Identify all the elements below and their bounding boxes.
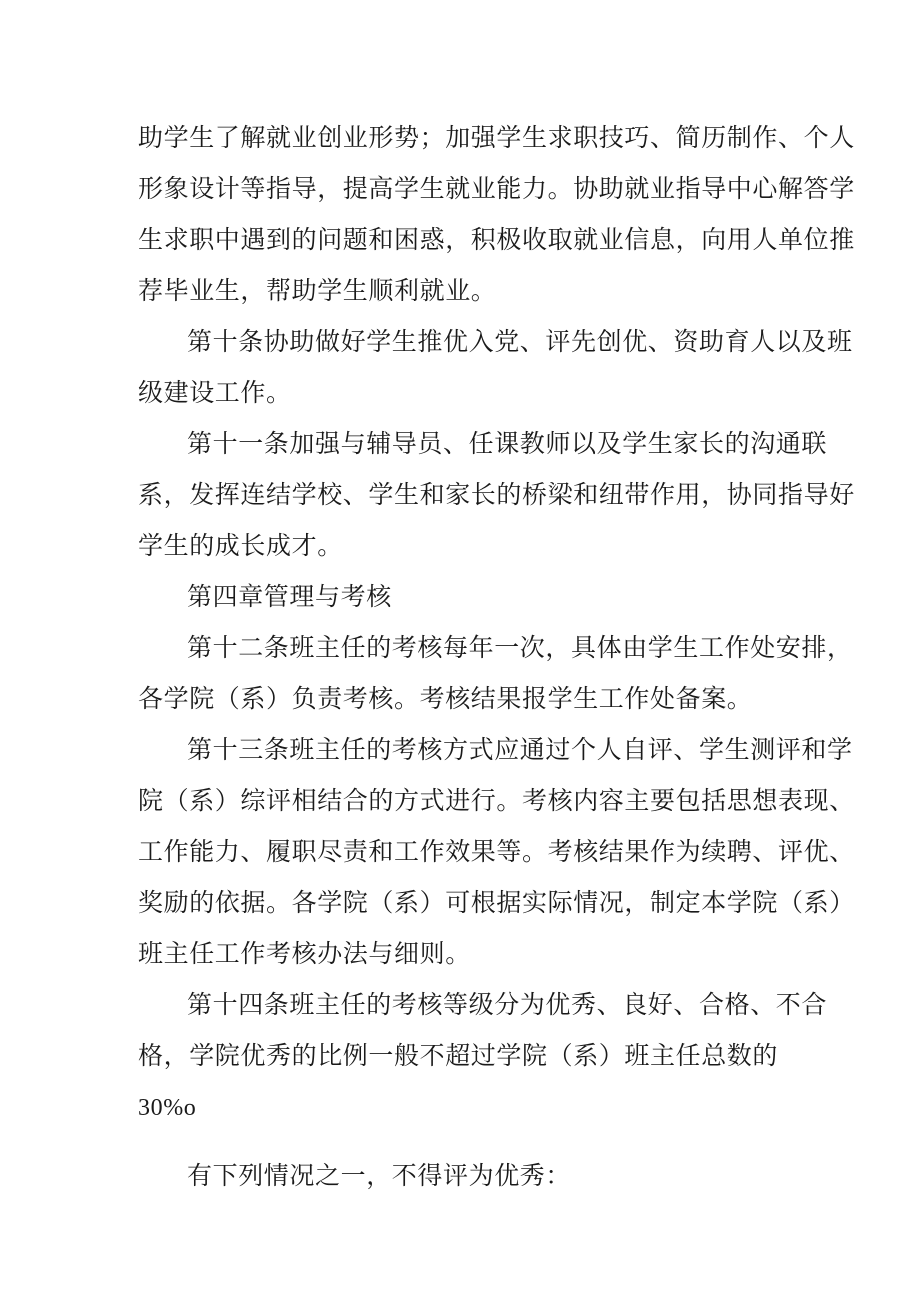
article-12-start: 第十二条班主任的考核每年一次，具体由学生工作处安排， <box>187 633 853 662</box>
text-line: 助学生了解就业创业形势；加强学生求职技巧、简历制作、个人 <box>138 123 855 152</box>
text-line: 班主任工作考核办法与细则。 <box>138 939 471 968</box>
text-line: 荐毕业生，帮助学生顺利就业。 <box>138 276 497 305</box>
text-line: 各学院（系）负责考核。考核结果报学生工作处备案。 <box>138 684 753 713</box>
text-line: 格，学院优秀的比例一般不超过学院（系）班主任总数的 <box>138 1041 779 1070</box>
text-line: 院（系）综评相结合的方式进行。考核内容主要包括思想表现、 <box>138 786 855 815</box>
article-11-start: 第十一条加强与辅导员、任课教师以及学生家长的沟通联 <box>187 429 828 458</box>
percentage-line: 30%o <box>138 1095 197 1121</box>
text-line: 工作能力、履职尽责和工作效果等。考核结果作为续聘、评优、 <box>138 837 855 866</box>
article-13-start: 第十三条班主任的考核方式应通过个人自评、学生测评和学 <box>187 735 853 764</box>
text-line: 形象设计等指导，提高学生就业能力。协助就业指导中心解答学 <box>138 174 855 203</box>
text-line: 系，发挥连结学校、学生和家长的桥梁和纽带作用，协同指导好 <box>138 480 855 509</box>
text-line: 奖励的依据。各学院（系）可根据实际情况，制定本学院（系） <box>138 888 855 917</box>
chapter-heading: 第四章管理与考核 <box>187 582 392 611</box>
text-line: 学生的成长成才。 <box>138 531 343 560</box>
article-10-start: 第十条协助做好学生推优入党、评先创优、资助育人以及班 <box>187 327 853 356</box>
article-14-start: 第十四条班主任的考核等级分为优秀、良好、合格、不合 <box>187 990 828 1019</box>
text-line: 生求职中遇到的问题和困惑，积极收取就业信息，向用人单位推 <box>138 225 855 254</box>
text-line: 有下列情况之一，不得评为优秀： <box>187 1161 572 1190</box>
text-line: 级建设工作。 <box>138 378 292 407</box>
